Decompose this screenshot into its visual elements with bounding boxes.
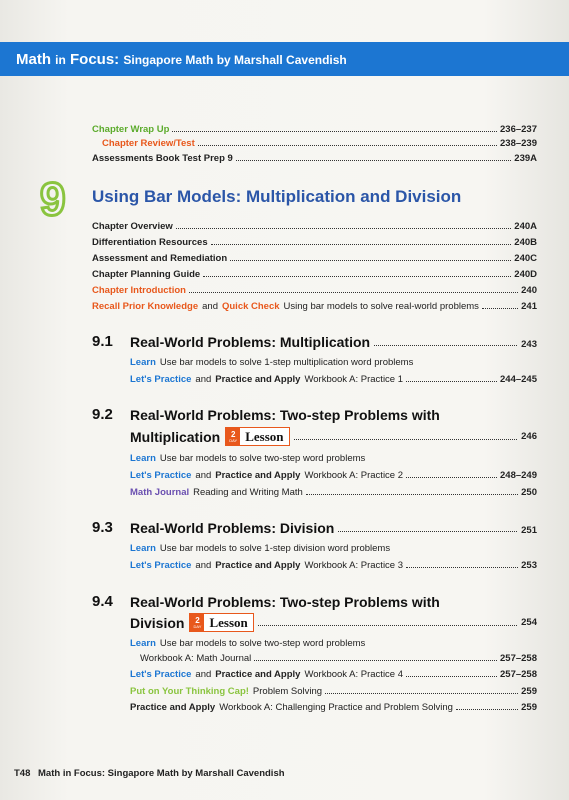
toc-connector: and	[195, 470, 212, 481]
toc-label: Practice and Apply	[215, 470, 301, 481]
section-title: Real-World Problems: Multiplication	[130, 334, 371, 350]
section-title-line2: Multiplication	[130, 428, 221, 445]
page-number: 244–245	[500, 374, 537, 385]
toc-description: Problem Solving	[252, 686, 323, 697]
toc-row-chapter-overview[interactable]	[92, 221, 537, 232]
day-word: DAY	[229, 437, 238, 443]
section-number: 9.4	[92, 593, 113, 610]
brand-in: in	[55, 52, 66, 67]
day-number: 2	[195, 615, 200, 625]
day-word: DAY	[193, 623, 202, 629]
toc-label: Practice and Apply	[215, 669, 301, 680]
toc-label: Learn	[130, 357, 156, 368]
section-heading-9-2[interactable]	[130, 427, 537, 446]
toc-label: Assessments Book Test Prep 9	[92, 153, 233, 164]
toc-row-chapter-introduction[interactable]	[92, 285, 537, 296]
section-title-line2: Division	[130, 614, 185, 631]
toc-label: Differentiation Resources	[92, 237, 208, 248]
dot-leader	[198, 145, 497, 146]
toc-label: Practice and Apply	[215, 560, 301, 571]
toc-description: Use bar models to solve two-step word problems	[159, 453, 366, 464]
toc-row-recall-quick-check[interactable]	[92, 301, 537, 312]
toc-row-chapter-wrap-up[interactable]	[92, 124, 537, 135]
page-number: 240D	[514, 269, 537, 280]
page-number: 257–258	[500, 669, 537, 680]
toc-label: Quick Check	[221, 301, 280, 312]
dot-leader	[176, 228, 511, 229]
page-number: 238–239	[500, 138, 537, 149]
dot-leader	[294, 439, 518, 440]
toc-row-practice[interactable]	[130, 470, 537, 481]
toc-description: Use bar models to solve 1-step division word problems	[159, 543, 391, 554]
toc-label: Chapter Wrap Up	[92, 124, 170, 135]
toc-description: Workbook A: Practice 1	[304, 374, 404, 385]
day-count	[226, 428, 240, 445]
dot-leader	[189, 292, 518, 293]
toc-label: Assessment and Remediation	[92, 253, 228, 264]
page-footer	[14, 768, 285, 779]
toc-label: Practice and Apply	[215, 374, 301, 385]
toc-description: Workbook A: Challenging Practice and Problem Solving	[219, 702, 453, 713]
toc-row-chapter-planning-guide[interactable]	[92, 269, 537, 280]
page-number: 240C	[514, 253, 537, 264]
section-heading-9-3[interactable]	[130, 520, 537, 536]
page-number: 240A	[514, 221, 537, 232]
toc-connector: and	[195, 374, 212, 385]
toc-label: Learn	[130, 453, 156, 464]
dot-leader	[374, 345, 517, 346]
toc-description: Reading and Writing Math	[193, 487, 303, 498]
toc-label: Chapter Overview	[92, 221, 173, 232]
toc-description: Workbook A: Math Journal	[140, 653, 252, 664]
dot-leader	[306, 494, 518, 495]
dot-leader	[456, 709, 518, 710]
toc-label: Math Journal	[130, 487, 190, 498]
chapter-title: Using Bar Models: Multiplication and Division	[92, 187, 462, 206]
toc-description: Use bar models to solve two-step word problems	[159, 638, 366, 649]
toc-connector: and	[195, 560, 212, 571]
toc-row-learn[interactable]	[130, 638, 537, 649]
toc-row-challenging-practice[interactable]	[130, 702, 537, 713]
toc-row-learn[interactable]	[130, 357, 537, 368]
banner-title	[16, 51, 347, 68]
dot-leader	[254, 660, 497, 661]
page-number: 236–237	[500, 124, 537, 135]
dot-leader	[406, 477, 497, 478]
toc-label: Put on Your Thinking Cap!	[130, 686, 249, 697]
lesson-label: Lesson	[240, 428, 288, 445]
toc-description: Workbook A: Practice 2	[304, 470, 404, 481]
dot-leader	[406, 567, 518, 568]
toc-row-math-journal[interactable]	[130, 487, 537, 498]
toc-label: Learn	[130, 638, 156, 649]
page-number: 246	[521, 431, 537, 442]
toc-label: Let's Practice	[130, 374, 192, 385]
section-title: Real-World Problems: Two-step Problems with	[130, 407, 440, 423]
toc-label: Let's Practice	[130, 669, 192, 680]
toc-label: Chapter Review/Test	[102, 138, 195, 149]
brand-name: Math in Focus:	[16, 50, 120, 68]
toc-description: Use bar models to solve 1-step multiplication word problems	[159, 357, 414, 368]
dot-leader	[236, 160, 511, 161]
toc-row-practice[interactable]	[130, 374, 537, 385]
footer-page-number: T48	[14, 768, 31, 779]
dot-leader	[203, 276, 511, 277]
page-number: 239A	[514, 153, 537, 164]
page-number: 257–258	[500, 653, 537, 664]
page-number: 241	[521, 301, 537, 312]
page-number: 259	[521, 702, 537, 713]
two-day-lesson-badge	[189, 613, 253, 632]
day-count	[190, 614, 204, 631]
toc-label: Chapter Planning Guide	[92, 269, 201, 280]
chapter-number: 9	[40, 173, 66, 225]
toc-row-practice[interactable]	[130, 560, 537, 571]
toc-label: Learn	[130, 543, 156, 554]
toc-connector: and	[195, 669, 212, 680]
section-heading-9-1[interactable]	[130, 334, 537, 350]
brand-subtitle: Singapore Math by Marshall Cavendish	[123, 52, 347, 67]
toc-row-thinking-cap[interactable]	[130, 686, 537, 697]
toc-connector: and	[202, 301, 218, 312]
header-banner	[0, 42, 569, 76]
toc-row-assessment-remediation[interactable]	[92, 253, 537, 264]
toc-description: Workbook A: Practice 4	[304, 669, 404, 680]
two-day-lesson-badge	[225, 427, 289, 446]
section-number: 9.2	[92, 406, 113, 423]
section-heading-9-4[interactable]	[130, 613, 537, 632]
section-number: 9.3	[92, 519, 113, 536]
toc-label: Let's Practice	[130, 560, 192, 571]
page-number: 259	[521, 686, 537, 697]
page-number: 254	[521, 617, 537, 628]
page-number: 251	[521, 525, 537, 536]
section-title: Real-World Problems: Division	[130, 520, 335, 536]
dot-leader	[230, 260, 511, 261]
page-number: 248–249	[500, 470, 537, 481]
page-number: 250	[521, 487, 537, 498]
page-number: 240B	[514, 237, 537, 248]
page-number: 243	[521, 339, 537, 350]
page-number: 240	[521, 285, 537, 296]
dot-leader	[258, 625, 517, 626]
day-number: 2	[230, 429, 236, 439]
toc-row-differentiation-resources[interactable]	[92, 237, 537, 248]
dot-leader	[482, 308, 518, 309]
toc-row-workbook-math-journal[interactable]	[140, 653, 537, 664]
section-number: 9.1	[92, 333, 113, 350]
dot-leader	[406, 676, 497, 677]
toc-label: Chapter Introduction	[92, 285, 186, 296]
dot-leader	[172, 131, 497, 132]
dot-leader	[211, 244, 512, 245]
toc-row-assessments-test-prep[interactable]	[92, 153, 537, 164]
footer-text: Math in Focus: Singapore Math by Marshall Cavendish	[38, 768, 285, 779]
section-title: Real-World Problems: Two-step Problems with	[130, 594, 440, 610]
lesson-label: Lesson	[204, 614, 252, 631]
page-number: 253	[521, 560, 537, 571]
dot-leader	[325, 693, 518, 694]
toc-description: Workbook A: Practice 3	[304, 560, 404, 571]
toc-row-chapter-review-test[interactable]	[102, 138, 537, 149]
toc-row-learn[interactable]	[130, 543, 537, 554]
toc-label: Recall Prior Knowledge	[92, 301, 199, 312]
toc-description: Using bar models to solve real-world problems	[283, 301, 479, 312]
dot-leader	[406, 381, 497, 382]
toc-row-learn[interactable]	[130, 453, 537, 464]
toc-row-practice[interactable]	[130, 669, 537, 680]
toc-label: Practice and Apply	[130, 702, 216, 713]
toc-label: Let's Practice	[130, 470, 192, 481]
dot-leader	[338, 531, 517, 532]
